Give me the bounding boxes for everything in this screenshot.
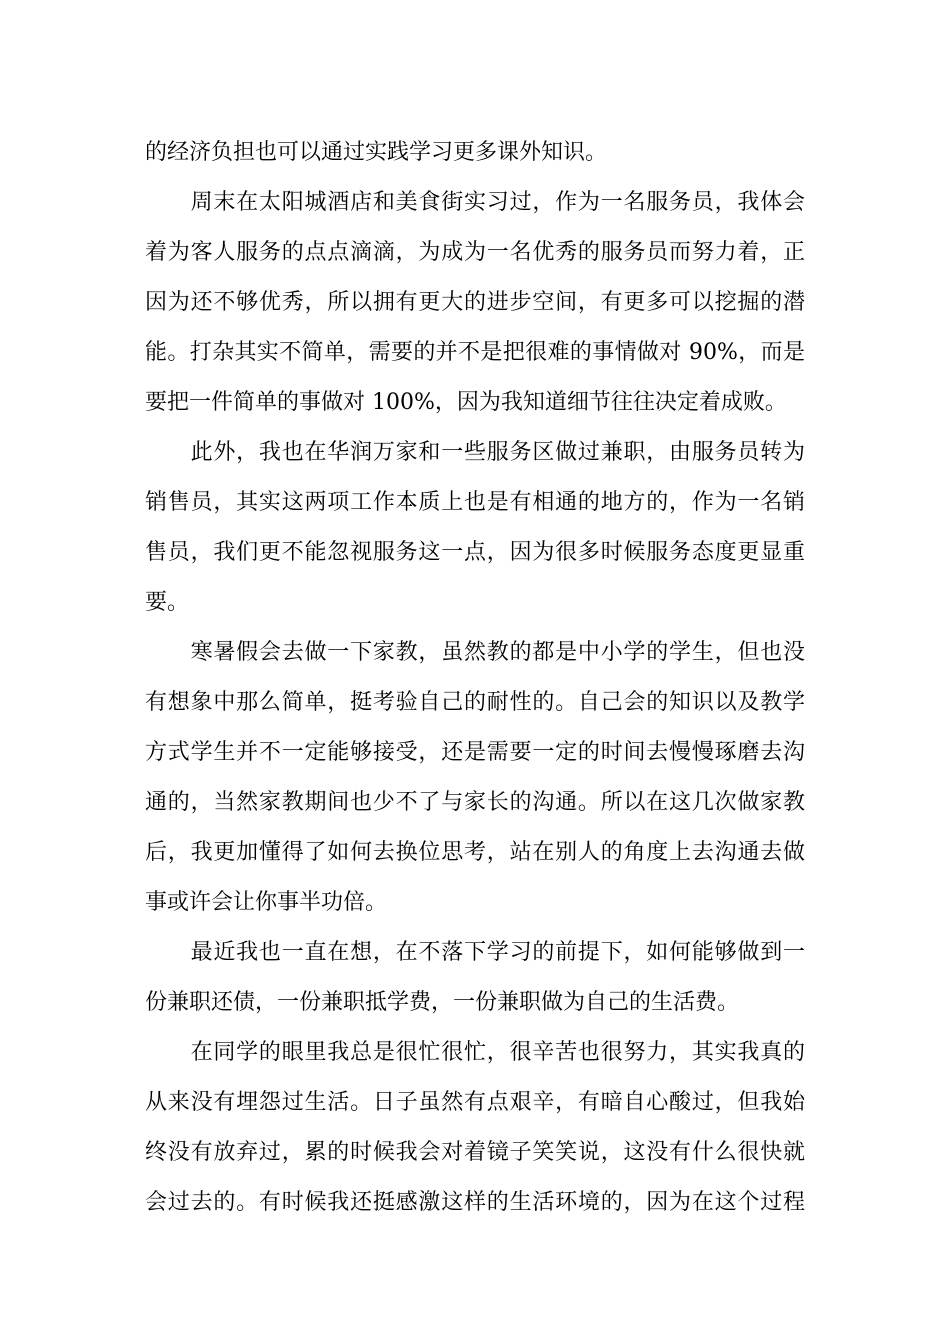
- paragraph: [145, 628, 805, 928]
- text-line: 此外，我也在华润万家和一些服务区做过兼职，由服务员转为: [145, 440, 805, 465]
- text-line: 寒暑假会去做一下家教，虽然教的都是中小学的学生，但也没: [145, 640, 805, 665]
- text-line: 销售员，其实这两项工作本质上也是有相通的地方的，作为一名销: [145, 490, 805, 515]
- text-line: 要把一件简单的事做对 100%，因为我知道细节往往决定着成败。: [145, 390, 787, 415]
- text-line: 在同学的眼里我总是很忙很忙，很辛苦也很努力，其实我真的: [145, 1040, 805, 1065]
- text-line: 后，我更加懂得了如何去换位思考，站在别人的角度上去沟通去做: [145, 840, 805, 865]
- paragraph: [145, 1028, 805, 1228]
- text-line: 的经济负担也可以通过实践学习更多课外知识。: [145, 140, 608, 165]
- paragraph: [145, 928, 805, 1028]
- text-line: 事或许会让你事半功倍。: [145, 890, 388, 915]
- text-line: 售员，我们更不能忽视服务这一点，因为很多时候服务态度更显重: [145, 540, 805, 565]
- text-line: 要。: [145, 590, 190, 615]
- text-line: 最近我也一直在想，在不落下学习的前提下，如何能够做到一: [145, 940, 805, 965]
- text-line: 有想象中那么简单，挺考验自己的耐性的。自己会的知识以及教学: [145, 690, 805, 715]
- text-line: 会过去的。有时候我还挺感激这样的生活环境的，因为在这个过程: [145, 1190, 805, 1215]
- text-line: 终没有放弃过，累的时候我会对着镜子笑笑说，这没有什么很快就: [145, 1140, 805, 1165]
- text-line: 着为客人服务的点点滴滴，为成为一名优秀的服务员而努力着，正: [145, 240, 805, 265]
- paragraph: [145, 428, 805, 628]
- text-line: 通的，当然家教期间也少不了与家长的沟通。所以在这几次做家教: [145, 790, 805, 815]
- text-line: 份兼职还债，一份兼职抵学费，一份兼职做为自己的生活费。: [145, 990, 740, 1015]
- text-line: 周末在太阳城酒店和美食街实习过，作为一名服务员，我体会: [145, 190, 805, 215]
- text-line: 因为还不够优秀，所以拥有更大的进步空间，有更多可以挖掘的潜: [145, 290, 805, 315]
- text-line: 从来没有埋怨过生活。日子虽然有点艰辛，有暗自心酸过，但我始: [145, 1090, 805, 1115]
- body-text: [145, 128, 805, 1228]
- paragraph: [145, 178, 805, 428]
- text-line: 能。打杂其实不简单，需要的并不是把很难的事情做对 90%，而是: [145, 340, 805, 365]
- text-line: 方式学生并不一定能够接受，还是需要一定的时间去慢慢琢磨去沟: [145, 740, 805, 765]
- paragraph: [145, 128, 805, 178]
